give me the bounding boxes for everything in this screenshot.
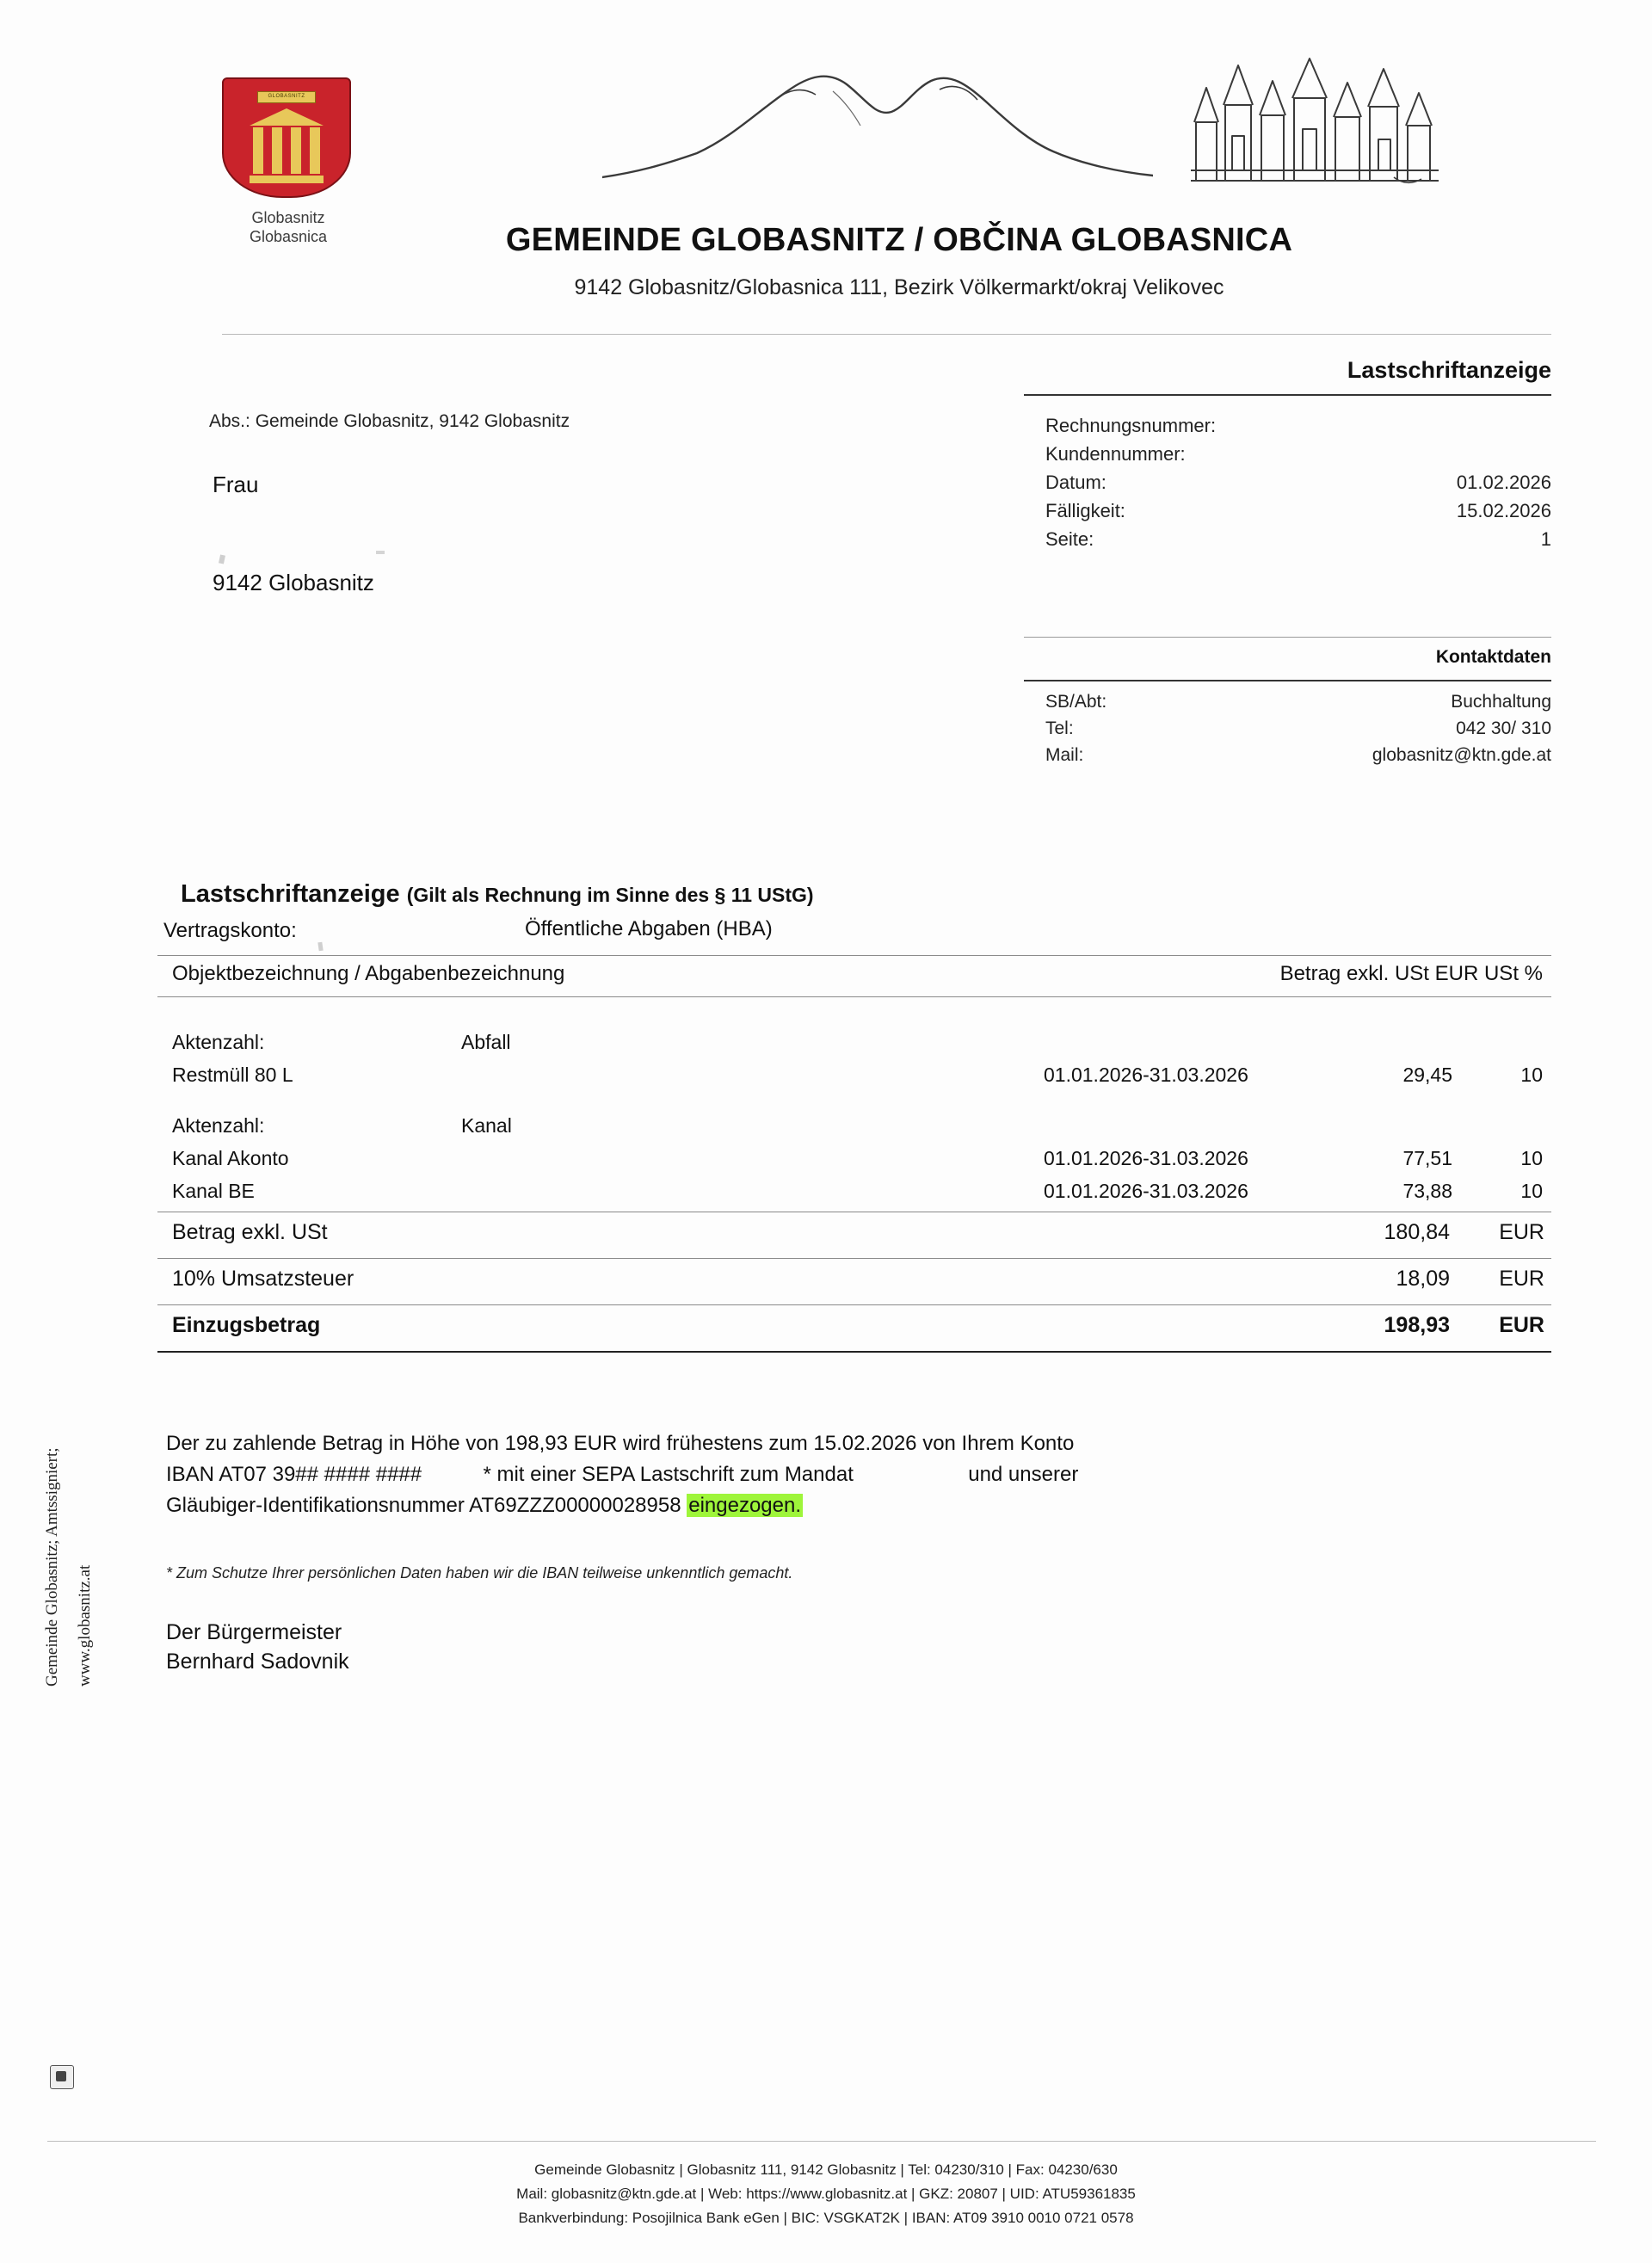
item-vat: 10 xyxy=(1520,1180,1543,1202)
scan-artifact xyxy=(219,554,225,564)
payment-paragraph-line1: Der zu zahlende Betrag in Höhe von 198,93 EUR wird frühestens zum 15.02.2026 von Ihrem Konto xyxy=(166,1432,1075,1455)
payment-paragraph xyxy=(166,1428,1551,1521)
table-header-right: Betrag exkl. USt EUR USt % xyxy=(1279,962,1543,985)
table-row xyxy=(157,1064,1551,1096)
totals-divider-bottom xyxy=(157,1351,1551,1353)
crest-caption-line2: Globasnica xyxy=(249,228,328,245)
invoice-section-heading xyxy=(181,880,814,909)
total-net-amount: 180,84 xyxy=(1384,1220,1450,1244)
table-group-kanal xyxy=(157,1114,1551,1212)
amtssignatur-side-url xyxy=(74,1222,96,1686)
contact-table xyxy=(1045,688,1551,768)
item-vat: 10 xyxy=(1520,1064,1543,1086)
contact-divider-top xyxy=(1024,637,1551,638)
footer-line-3: Bankverbindung: Posojilnica Bank eGen | BIC: VSGKAT2K | IBAN: AT09 3910 0010 0721 0578 xyxy=(518,2210,1134,2226)
meta-key: Datum: xyxy=(1045,472,1106,493)
item-amount: 77,51 xyxy=(1402,1147,1452,1169)
invoice-meta-table xyxy=(1045,411,1551,553)
document-header xyxy=(0,0,1652,336)
table-row xyxy=(157,1180,1551,1212)
paragraph-tail: und unserer xyxy=(968,1463,1079,1486)
document-type-divider xyxy=(1024,394,1551,396)
header-divider xyxy=(222,334,1551,335)
sepa-mandate-text: * mit einer SEPA Lastschrift zum Mandat xyxy=(483,1463,854,1486)
scan-artifact xyxy=(317,942,323,952)
footer-line-1: Gemeinde Globasnitz | Globasnitz 111, 9142 Globasnitz | Tel: 04230/310 | Fax: 04230/630 xyxy=(534,2161,1118,2178)
iban-footnote: * Zum Schutze Ihrer persönlichen Daten haben wir die IBAN teilweise unkenntlich gemacht. xyxy=(166,1564,793,1582)
total-vat-label: 10% Umsatzsteuer xyxy=(172,1267,354,1291)
invoice-section-note: (Gilt als Rechnung im Sinne des § 11 UStG) xyxy=(406,884,814,906)
meta-key: Fälligkeit: xyxy=(1045,500,1125,521)
akten-label: Aktenzahl: xyxy=(172,1114,265,1137)
total-net-currency: EUR xyxy=(1499,1220,1544,1244)
contact-key: Mail: xyxy=(1045,745,1084,765)
signature-role: Der Bürgermeister xyxy=(166,1620,342,1644)
signature-block xyxy=(166,1618,349,1676)
meta-value: 15.02.2026 xyxy=(1456,500,1551,521)
side-note-line1: Gemeinde Globasnitz; Amtssigniert; xyxy=(43,1447,61,1686)
item-amount: 29,45 xyxy=(1402,1064,1452,1086)
table-row xyxy=(157,1114,1551,1147)
total-net-label: Betrag exkl. USt xyxy=(172,1220,328,1244)
table-row xyxy=(157,1147,1551,1180)
totals-divider xyxy=(157,1304,1551,1305)
item-vat: 10 xyxy=(1520,1147,1543,1169)
total-due-currency: EUR xyxy=(1499,1313,1544,1337)
total-due-label: Einzugsbetrag xyxy=(172,1313,321,1337)
total-vat-amount: 18,09 xyxy=(1396,1267,1450,1291)
table-header-divider-top xyxy=(157,955,1551,956)
footer-line-2: Mail: globasnitz@ktn.gde.at | Web: https://www.globasnitz.at | GKZ: 20807 | UID: ATU59361835 xyxy=(516,2186,1136,2202)
payment-paragraph-line3 xyxy=(166,1490,1551,1521)
contact-value-email: globasnitz@ktn.gde.at xyxy=(1372,745,1551,765)
item-period: 01.01.2026-31.03.2026 xyxy=(1044,1180,1248,1202)
iban-masked: IBAN AT07 39## #### #### xyxy=(166,1463,422,1486)
crest-caption-line1: Globasnitz xyxy=(251,209,325,226)
document-footer xyxy=(0,2158,1652,2230)
invoice-section-title: Lastschriftanzeige xyxy=(181,880,400,908)
contact-key: Tel: xyxy=(1045,718,1074,738)
meta-key: Seite: xyxy=(1045,528,1094,550)
contact-key: SB/Abt: xyxy=(1045,692,1107,712)
recipient-city: 9142 Globasnitz xyxy=(213,570,374,595)
item-name: Kanal Akonto xyxy=(172,1147,289,1169)
meta-value: 01.02.2026 xyxy=(1456,472,1551,493)
meta-value: 1 xyxy=(1540,528,1551,550)
amtssignatur-badge-icon xyxy=(50,2065,74,2089)
table-header-left: Objektbezeichnung / Abgabenbezeichnung xyxy=(172,962,565,985)
contact-value: 042 30/ 310 xyxy=(1456,718,1551,738)
item-period: 01.01.2026-31.03.2026 xyxy=(1044,1064,1248,1086)
contact-value: Buchhaltung xyxy=(1451,692,1551,712)
recipient-salutation: Frau xyxy=(213,472,259,497)
signature-name: Bernhard Sadovnik xyxy=(166,1649,349,1674)
contact-heading: Kontaktdaten xyxy=(1435,647,1551,667)
group-name: Kanal xyxy=(461,1114,512,1137)
organization-subtitle: 9142 Globasnitz/Globasnica 111, Bezirk Völkermarkt/okraj Velikovec xyxy=(574,275,1224,299)
total-due-amount: 198,93 xyxy=(1384,1313,1450,1337)
document-type-heading: Lastschriftanzeige xyxy=(1347,357,1551,383)
contract-account-value: Öffentliche Abgaben (HBA) xyxy=(525,917,773,940)
meta-key: Kundennummer: xyxy=(1045,443,1186,465)
item-period: 01.01.2026-31.03.2026 xyxy=(1044,1147,1248,1169)
creditor-id: Gläubiger-Identifikationsnummer AT69ZZZ00000028958 xyxy=(166,1494,681,1517)
table-row xyxy=(157,1031,1551,1064)
footer-divider xyxy=(47,2141,1596,2142)
side-note-line2: www.globasnitz.at xyxy=(76,1564,94,1686)
meta-row xyxy=(1045,496,1551,525)
contact-divider-bottom xyxy=(1024,680,1551,681)
highlighted-text: eingezogen. xyxy=(688,1494,802,1517)
total-vat-currency: EUR xyxy=(1499,1267,1544,1291)
contract-account-label: Vertragskonto: xyxy=(163,919,297,942)
sender-line: Abs.: Gemeinde Globasnitz, 9142 Globasnitz xyxy=(209,411,570,431)
table-header-divider-bottom xyxy=(157,996,1551,997)
group-name: Abfall xyxy=(461,1031,511,1053)
municipal-crest-logo xyxy=(222,77,360,245)
contact-row xyxy=(1045,742,1551,768)
item-amount: 73,88 xyxy=(1402,1180,1452,1202)
mountains-illustration xyxy=(602,52,1153,181)
organization-title: GEMEINDE GLOBASNITZ / OBČINA GLOBASNICA xyxy=(505,222,1293,258)
scan-artifact xyxy=(376,551,385,554)
castle-illustration xyxy=(1187,43,1446,185)
meta-row xyxy=(1045,411,1551,440)
table-group-abfall xyxy=(157,1031,1551,1096)
amtssignatur-side-note xyxy=(41,1222,64,1686)
item-name: Restmüll 80 L xyxy=(172,1064,293,1086)
meta-key: Rechnungsnummer: xyxy=(1045,415,1217,436)
totals-divider xyxy=(157,1258,1551,1259)
item-name: Kanal BE xyxy=(172,1180,255,1202)
crest-band-text: GLOBASNITZ xyxy=(257,91,316,103)
meta-row xyxy=(1045,468,1551,496)
contact-row xyxy=(1045,688,1551,715)
contact-row xyxy=(1045,715,1551,742)
meta-row xyxy=(1045,525,1551,553)
payment-paragraph-line2 xyxy=(166,1459,1551,1490)
meta-row xyxy=(1045,440,1551,468)
akten-label: Aktenzahl: xyxy=(172,1031,265,1053)
